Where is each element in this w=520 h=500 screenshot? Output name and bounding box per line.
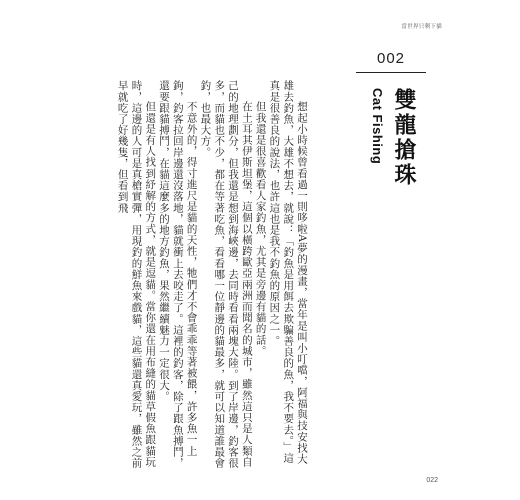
chapter-title-english: Cat Fishing (370, 88, 385, 165)
running-header: 當世界只剩下貓 (401, 24, 442, 30)
paragraph: 不意外的，得寸進尺是貓的天性，牠們才不會乖乖等著被餵，許多魚一上鉤，釣客拉回岸邊還沒落地，貓就衝上去咬走了。這裡的釣客，除了跟魚搏鬥，還要跟貓搏鬥，在貓這麼多的地方釣魚，果然繼續魅力一定很大。 (158, 80, 198, 469)
chapter-title-block (350, 82, 430, 192)
chapter-title: 雙龍搶珠 (391, 88, 416, 188)
chapter-rule (356, 72, 426, 73)
paragraph: 但我還是很喜歡看人家釣魚，尤其是旁邊有貓的話。 (254, 101, 267, 357)
paragraph: 但還是有人找到紓解的方式，就是逗貓。當你還在用布縫的貓草假魚跟貓玩時，這邊的人可是真槍實彈，用現釣的鮮魚來戲貓，這些貓還真愛玩，雖然之前早就吃了好幾隻，但看到飛 (116, 80, 157, 469)
chapter-number: 002 (376, 50, 406, 67)
body-text (115, 80, 308, 472)
paragraph: 想起小時候曾看過一則哆啦A夢的漫畫，當年是叫小叮噹，阿福與技安找大雄去釣魚，大雄不想去，就說：「釣魚是用餌去欺騙善良的魚，我不要去。」這真是很善良的說法，也許這也是我不釣魚的原因之一。 (268, 80, 308, 465)
paragraph: 在土耳其伊斯坦堡，這個以橫跨歐亞兩洲而聞名的城市，雖然這只是人類自己的地理劃分，但我還是想到海峽邊，去同時看看兩塊大陸。到了岸邊，釣客很多，而貓也不少，都在等著吃魚，看看哪一位靜邊的貓最多，就可以知道誰最會釣，也最大方。 (199, 80, 253, 469)
page-number: 022 (426, 477, 438, 484)
